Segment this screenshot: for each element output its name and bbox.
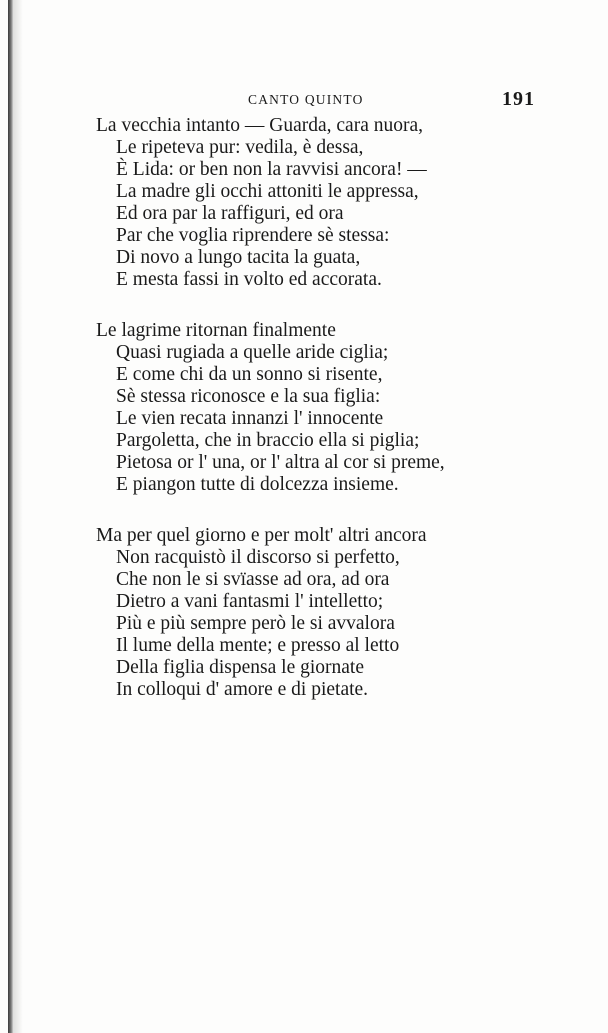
verse-line: La madre gli occhi attoniti le appressa, [116,181,419,202]
verse-line: E mesta fassi in volto ed accorata. [116,269,382,290]
verse-line: La vecchia intanto — Guarda, cara nuora, [96,115,424,136]
verse-line: Di novo a lungo tacita la guata, [116,247,361,268]
verse-line: Le vien recata innanzi l' innocente [116,408,384,429]
verse-line: Par che voglia riprendere sè stessa: [116,225,390,246]
verse-line: Ma per quel giorno e per molt' altri ancora [96,525,427,546]
verse-line: Non racquistò il discorso si perfetto, [116,547,400,568]
verse-line: Quasi rugiada a quelle aride ciglia; [116,342,389,363]
verse-line: Più e più sempre però le si avvalora [116,613,395,634]
verse-line: Pietosa or l' una, or l' altra al cor si preme, [116,452,445,473]
verse-line: Ed ora par la raffiguri, ed ora [116,203,344,224]
page-number: 191 [502,88,535,110]
verse-line: È Lida: or ben non la ravvisi ancora! — [116,159,427,180]
verse-line: Che non le si svïasse ad ora, ad ora [116,569,390,590]
verse-line: Il lume della mente; e presso al letto [116,635,400,656]
verse-line: Sè stessa riconosce e la sua figlia: [116,386,381,407]
verse-line: In colloqui d' amore e di pietate. [116,679,369,700]
verse-line: Dietro a vani fantasmi l' intelletto; [116,591,384,612]
verse-line: Della figlia dispensa le giornate [116,657,364,678]
verse-line: Pargoletta, che in braccio ella si piglia; [116,430,420,451]
running-title: CANTO QUINTO [248,92,364,107]
spine-shadow [13,0,23,1033]
verse-line: Le ripeteva pur: vedila, è dessa, [116,137,364,158]
running-head [0,88,608,112]
verse-line: E piangon tutte di dolcezza insieme. [116,474,399,495]
verse-line: E come chi da un sonno si risente, [116,364,383,385]
verse-line: Le lagrime ritornan finalmente [96,320,336,341]
